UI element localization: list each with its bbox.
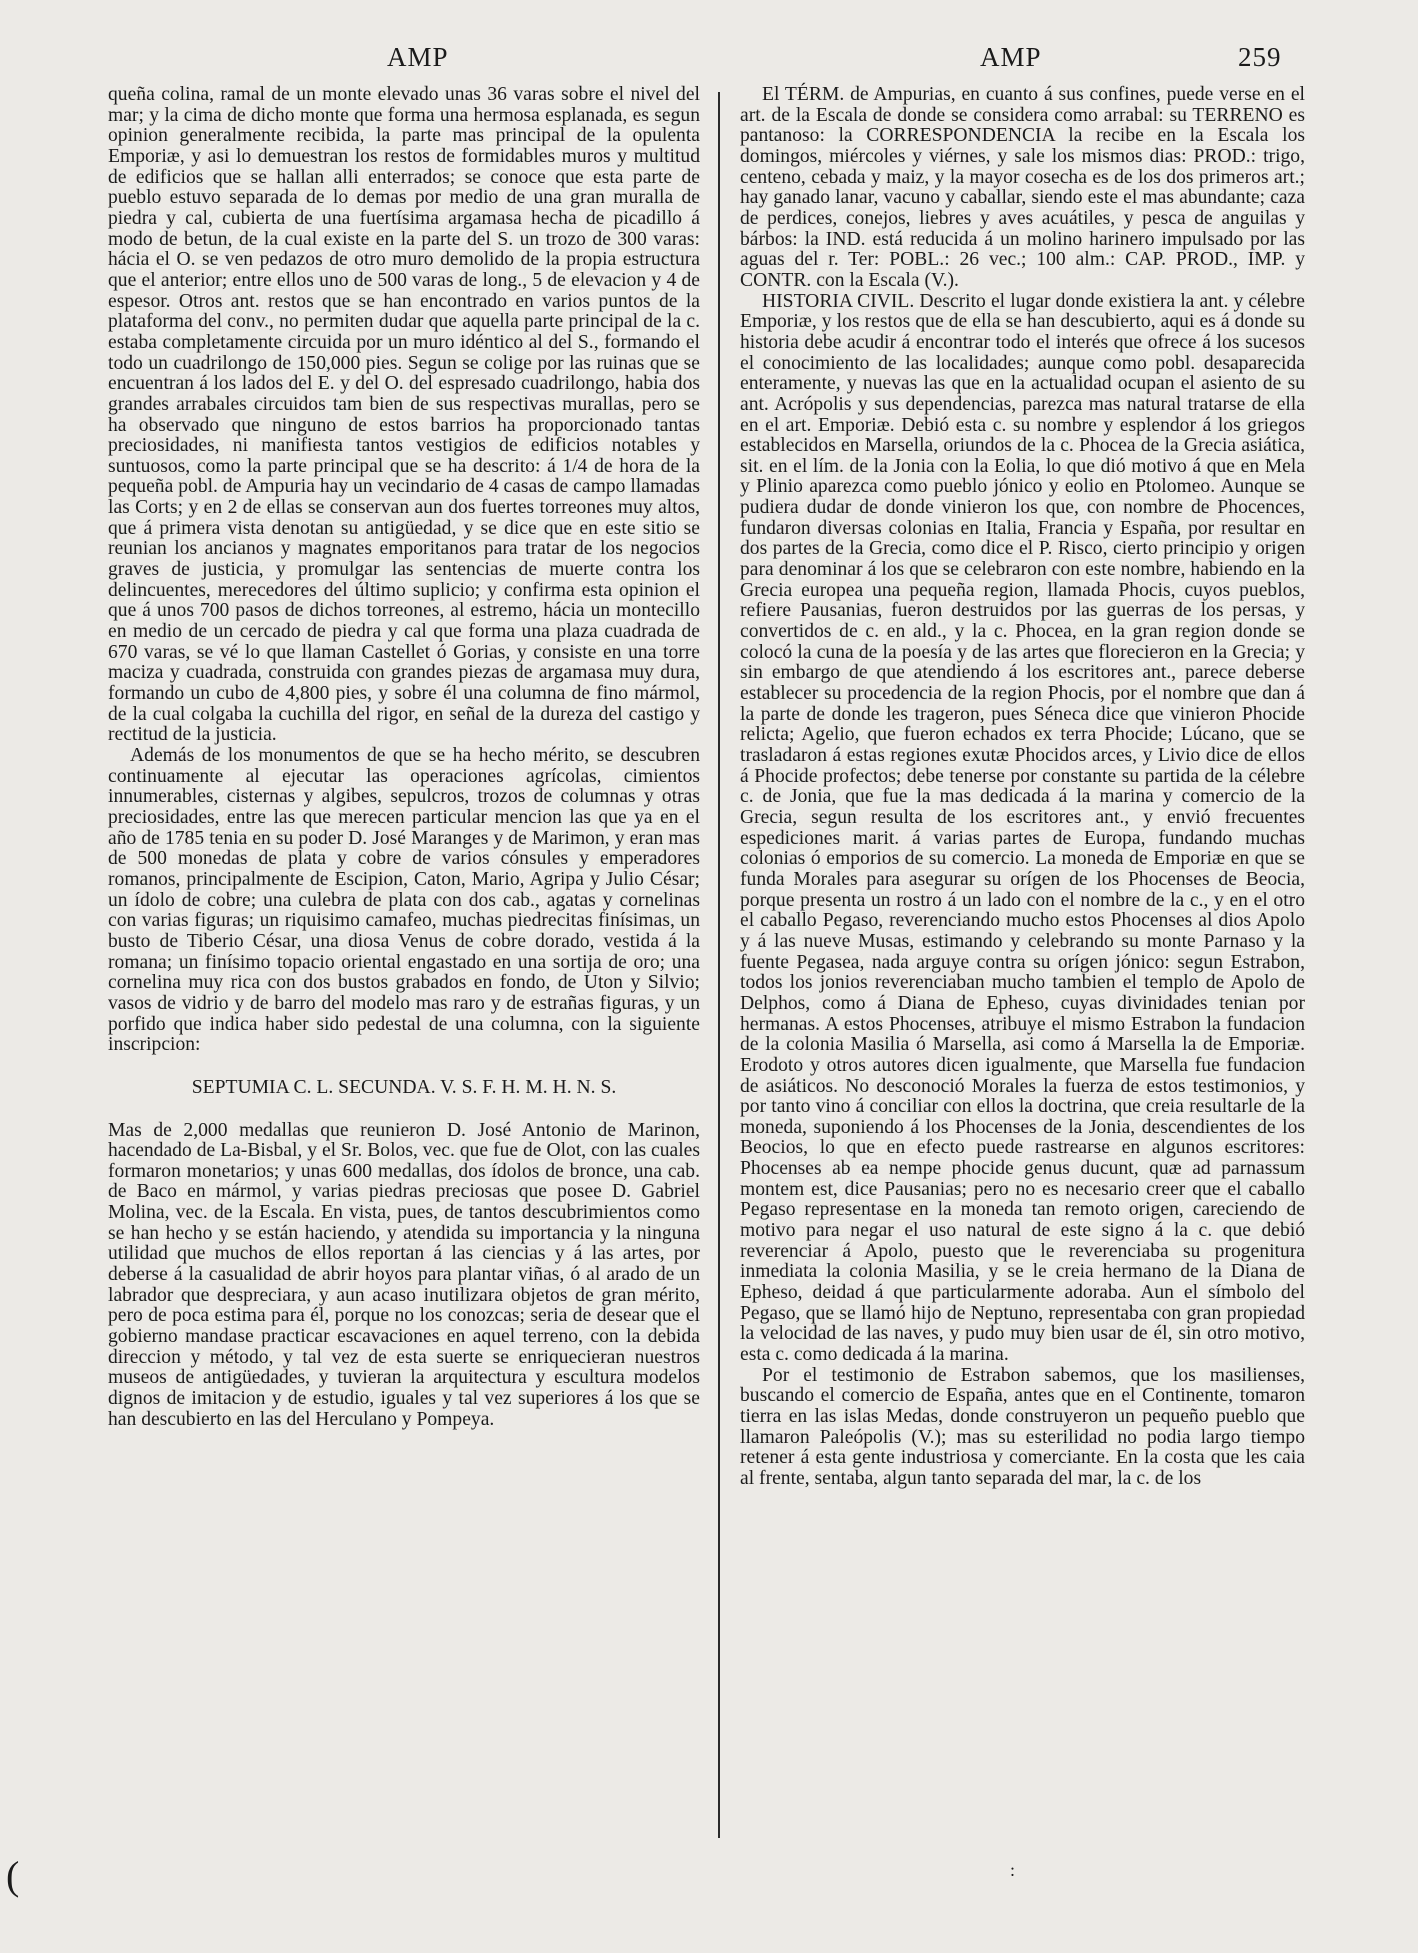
left-paragraph-2: Además de los monumentos de que se ha hecho mérito, se descubren continuamente al ejecutar las operaciones agrícolas, cimientos innumerables, cisternas y algibes, sepulcros, trozos de columnas y otras preciosidades, entre las que merecen particular mencion las que ya en el año de 1785 tenia en su poder D. José Maranges y de Marimon, y eran mas de 500 monedas de plata y cobre de varios cónsules y emperadores romanos, principalmente de Escipion, Caton, Mario, Agripa y Julio César; un ídolo de cobre; una culebra de plata con dos cab., agatas y cornelinas con varias figuras; un riquisimo camafeo, muchas piedrecitas finísimas, un busto de Tiberio César, una diosa Venus de cobre dorado, vestida á la romana; un finísimo topacio oriental engastado en una sortija de oro; una cornelina muy rica con dos bustos grabados en fondo, de Uton y Silvio; vasos de vidrio y de barro del modelo mas raro y de estrañas figuras, y un porfido que indica haber sido pedestal de una columna, con la siguiente inscripcion: bbox=[108, 745, 700, 1056]
left-column bbox=[108, 85, 700, 1430]
right-paragraph-2: HISTORIA CIVIL. Descrito el lugar donde existiera la ant. y célebre Emporiæ, y los restos que de ella se han descubierto, aqui es á donde su historia debe acudir á encontrar todo el interés que ofrece á los sucesos el conocimiento de las localidades; aunque como pobl. desaparecida enteramente, y nuevas las que en la actualidad ocupan el asiento de su ant. Acrópolis y sus dependencias, parezca mas natural tratarse de ella en el art. Emporiæ. Debió esta c. su nombre y esplendor á los griegos establecidos en Marsella, oriundos de la c. Phocea de la Grecia asiática, sit. en el lím. de la Jonia con la Eolia, lo que dió motivo á que en Mela y Plinio aparezca como pueblo jónico y eolio en Ptolomeo. Aunque se pudiera dudar de donde vinieron los que, con nombre de Phocences, fundaron diversas colonias en Italia, Francia y España, por resultar en dos partes de la Grecia, como dice el P. Risco, cierto principio y origen para denominar á los que se celebraron con este nombre, habiendo en la Grecia europea una pequeña region, llamada Phocis, cuyos pueblos, refiere Pausanias, fueron destruidos por las guerras de los persas, y convertidos de c. en ald., y la c. Phocea, en la gran region donde se colocó la cuna de la poesía y de las artes que florecieron en la Grecia; y sin embargo de que atendiendo á los escritores ant., parece deberse establecer su procedencia de la region Phocis, por el nombre que dan á la parte de donde les trageron, pues Séneca dice que vinieron Phocide relicta; Agelio, que fueron echados ex terra Phocide; Lúcano, que se trasladaron á estas regiones exutæ Phocidos arces, y Livio dice de ellos á Phocide profectos; debe tenerse por constante su partida de la célebre c. de Jonia, que fue la mas dedicada á la marina y comercio de la Grecia, segun resulta de los escritores ant., y envió frecuentes espediciones marit. á varias partes de Europa, fundando muchas colonias ó emporios de su comercio. La moneda de Emporiæ en que se funda Morales para asegurar su orígen de los Phocenses de Beocia, porque presenta un rostro á un lado con el nombre de la c., y en el otro el caballo Pegaso, reverenciando mucho estos Phocenses al dios Apolo y á las nueve Musas, estimando y celebrando su monte Parnaso y la fuente Pegasea, nada arguye contra su orígen jónico: segun Estrabon, todos los jonios reverenciaban mucho tambien el templo de Apolo de Delphos, como á Diana de Epheso, cuyas divinidades tenian por hermanas. A estos Phocenses, atribuye el mismo Estrabon la fundacion de la colonia Masilia ó Marsella, asi como á Marsella la de Emporiæ. Erodoto y otros autores dicen igualmente, que Marsella fue fundacion de asiáticos. No desconoció Morales la fuerza de estos testimonios, y por tanto vino á conciliar con ellos la doctrina, que creia resultarle de la moneda, suponiendo á los Phocenses de la Jonia, descendientes de los Beocios, lo que en efecto puede rastrearse en algunos escritores: Phocenses ab ea nempe phocide genus ducunt, quæ ad parnassum montem est, dice Pausanias; pero no es necesario creer que el caballo Pegaso representase en la moneda tan remoto origen, careciendo de motivo para negar el uso natural de este signo á la c. que debió reverenciar á Apolo, puesto que le reverenciaba su progenitura inmediata la colonia Masilia, y se le creia hermano de la Diana de Epheso, deidad á que particularmente adoraba. Aun el símbolo del Pegaso, que se llamó hijo de Neptuno, representaba con gran propiedad la velocidad de las naves, y pudo muy bien usar de él, sin otro motivo, esta c. como dedicada á la marina. bbox=[740, 290, 1305, 1366]
left-paragraph-3: Mas de 2,000 medallas que reunieron D. José Antonio de Marinon, hacendado de La-Bisbal, y el Sr. Bolos, vec. que fue de Olot, con las cuales formaron monetarios; y unas 600 medallas, dos ídolos de bronce, una cab. de Baco en mármol, y varias piedras preciosas que posee D. Gabriel Molina, vec. de la Escala. En vista, pues, de tantos descubrimientos como se han hecho y se están haciendo, y atendida su importancia y la ninguna utilidad que muchos de ellos reportan á las ciencias y á las artes, por deberse á la casualidad de abrir hoyos para plantar viñas, ó al arado de un labrador que despreciara, y aun acaso inutilizara objetos de gran mérito, pero de poca estima para él, porque no los conozcas; seria de desear que el gobierno mandase practicar escavaciones en aquel terreno, con la debida direccion y método, y tal vez de esta suerte se enriquecieran nuestros museos de antigüedades, y tuvieran la arquitectura y escultura modelos dignos de imitacion y de estudio, iguales y tal vez superiores á los que se han descubierto en las del Herculano y Pompeya. bbox=[108, 1119, 700, 1430]
column-divider bbox=[718, 92, 720, 1838]
running-head-right: AMP bbox=[980, 42, 1042, 72]
right-paragraph-3: Por el testimonio de Estrabon sabemos, que los masilienses, buscando el comercio de España, antes que en el Continente, tomaron tierra en las islas Medas, donde construyeron un pequeño pueblo que llamaron Paleópolis (V.); mas su esterilidad no podia largo tiempo retener á esta gente industriosa y comerciante. En la costa que les caia al frente, sentaba, algun tanto separada del mar, la c. de los bbox=[740, 1364, 1305, 1489]
inscription-line: SEPTUMIA C. L. SECUNDA. V. S. F. H. M. H. N. S. bbox=[191, 1076, 617, 1098]
signature-mark: : bbox=[1010, 1860, 1016, 1880]
page-number: 259 bbox=[1238, 42, 1282, 72]
right-paragraph-1: El TÉRM. de Ampurias, en cuanto á sus confines, puede verse en el art. de la Escala de donde se considera como arrabal: su TERRENO es pantanoso: la CORRESPONDENCIA la recibe en la Escala los domingos, miércoles y viérnes, y sale los mismos dias: PROD.: trigo, centeno, cebada y maiz, y la mayor cosecha es de los dos primeros art.; hay ganado lanar, vacuno y caballar, siendo este el mas abundante; caza de perdices, conejos, liebres y aves acuátiles, y pesca de anguilas y bárbos: la IND. está reducida á un molino harinero impulsado por las aguas del r. Ter: POBL.: 26 vec.; 100 alm.: CAP. PROD., IMP. y CONTR. con la Escala (V.). bbox=[740, 84, 1305, 291]
left-paragraph-1: queña colina, ramal de un monte elevado unas 36 varas sobre el nivel del mar; y la cima de dicho monte que forma una hermosa esplanada, es segun opinion generalmente recibida, la parte mas principal de la opulenta Emporiæ, y asi lo demuestran los restos de formidables muros y multitud de edificios que se hallan alli enterrados; se conoce que esta parte de pueblo estuvo separada de lo demas por medio de una gran muralla de piedra y cal, cubierta de una fuertísima argamasa hecha de picadillo á modo de betun, de la cual existe en la parte del S. un trozo de 300 varas: hácia el O. se ven pedazos de otro muro demolido de la propia estructura que el anterior; entre ellos uno de 500 varas de long., 5 de elevacion y 4 de espesor. Otros ant. restos que se han encontrado en varios puntos de la plataforma del conv., no permiten dudar que aquella parte principal de la c. estaba completamente circuida por un muro idéntico al del S., formando el todo un cuadrilongo de 150,000 pies. Segun se colige por las ruinas que se encuentran á los lados del E. y del O. del espresado cuadrilongo, habia dos grandes arrabales circuidos tam bien de sus respectivas murallas, pero se ha observado que ninguno de estos barrios ha proporcionado tantas preciosidades, ni manifiesta tantos vestigios de edificios notables y suntuosos, como la parte principal que se ha descrito: á 1/4 de hora de la pequeña pobl. de Ampuria hay un vecindario de 4 casas de campo llamadas las Corts; y en 2 de ellas se conservan aun dos fuertes torreones muy altos, que á primera vista denotan su antigüedad, y se dice que en este sitio se reunian los ancianos y magnates emporitanos para tratar de los negocios graves de justicia, y promulgar las sentencias de muerte contra los delincuentes, merecedores del último suplicio; y confirma esta opinion el que á unos 700 pasos de dichos torreones, al estremo, hácia un montecillo en medio de un cercado de piedra y cal que forma una plaza cuadrada de 670 varas, se vé lo que llaman Castellet ó Gorias, y consiste en una torre maciza y cuadrada, construida con grandes piezas de argamasa muy dura, formando un cubo de 4,800 pies, y sobre él una columna de fino mármol, de la cual colgaba la cuchilla del rigor, en señal de la dureza del castigo y rectitud de la justicia. bbox=[108, 84, 700, 746]
right-column bbox=[740, 85, 1305, 1490]
margin-mark: ( bbox=[6, 1853, 20, 1898]
running-head-left: AMP bbox=[387, 42, 449, 72]
